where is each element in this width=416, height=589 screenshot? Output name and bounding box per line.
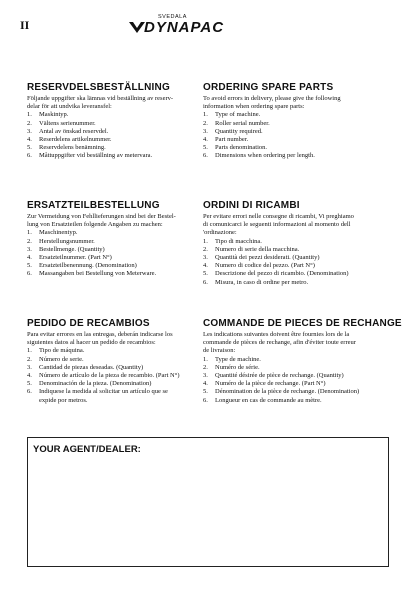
list-item: 2. Numéro de série. — [203, 363, 260, 371]
dealer-label: YOUR AGENT/DEALER: — [33, 444, 141, 455]
list-item: 4. Part number. — [203, 136, 249, 144]
list-item: 5. Denominación de la pieza. (Denomination) — [27, 380, 152, 388]
list-item: 5. Reservdelens benämning. — [27, 144, 106, 152]
section-title: ERSATZTEILBESTELLUNG — [27, 200, 160, 211]
section-list — [203, 356, 393, 405]
section-italian — [203, 200, 393, 287]
list-item: 3. Quantità dei pezzi desiderati. (Quantity) — [203, 254, 320, 262]
logo-brand-text: DYNAPAC — [144, 19, 225, 36]
list-item: 6. Misura, in caso di ordine per metro. — [203, 278, 309, 286]
list-item: 3. Bestellmenge. (Quantity) — [27, 245, 105, 253]
section-list — [27, 111, 207, 160]
section-title: COMMANDE DE PIECES DE RECHANGE — [203, 318, 402, 329]
list-item: 4. Numéro de la pièce de rechange. (Part N°) — [203, 380, 326, 388]
list-item: 5. Descrizione del pezzo di ricambio. (Denomination) — [203, 270, 349, 278]
section-title: ORDINI DI RICAMBI — [203, 200, 300, 211]
list-item: 1. Tipo de máquina. — [27, 347, 85, 355]
logo-small-text: SVEDALA — [158, 14, 187, 20]
list-item: 6. Måttuppgifter vid beställning av metervara. — [27, 152, 153, 160]
list-item: 6. Longueur en cas de commande au mètre. — [203, 396, 322, 404]
list-item: 1. Type of machine. — [203, 111, 261, 119]
list-item: 2. Numero di serie della macchina. — [203, 245, 300, 253]
list-item: 4. Reserdelens artikelnummer. — [27, 136, 112, 144]
section-title: PEDIDO DE RECAMBIOS — [27, 318, 150, 329]
list-item: 5. Parts denomination. — [203, 144, 267, 152]
dynapac-logo — [128, 14, 268, 48]
section-intro: Zur Vermeidung von Fehllieferungen sind bei der Bestel- lung von Ersatzteilen folgende Angaben zu machen: — [27, 213, 176, 229]
list-item: 2. Herstellungsnummer. — [27, 237, 95, 245]
section-english — [203, 82, 393, 161]
section-list — [203, 111, 393, 160]
list-item: 4. Numero di codice del pezzo. (Part N°) — [203, 262, 315, 270]
section-list — [27, 347, 207, 404]
list-item: 2. Roller serial number. — [203, 119, 270, 127]
section-intro: Para evitar errores en las entregas, deberán indicarse los siguientes datos al hacer un pedido de recambios: — [27, 331, 173, 347]
list-item: 6. Indiquese la medida al solicitar un artículo que se expide por metros. — [27, 388, 168, 404]
section-french — [203, 318, 402, 405]
section-intro: Följande uppgifter ska lämnas vid beställning av reserv- delar för att undvika leveransfel: — [27, 95, 174, 111]
list-item: 4. Número de artículo de la pieza de recambio. (Part N°) — [27, 372, 180, 380]
section-list — [27, 229, 207, 278]
list-item: 3. Antal av önskad reservdel. — [27, 127, 109, 135]
list-item: 3. Quantité désirée de pièce de rechange. (Quantity) — [203, 372, 344, 380]
section-intro: Les indications suivantes doivent être fournies lors de la commande de pièces de rechange, afin d'éviter toute erreur de livraison: — [203, 331, 356, 355]
list-item: 4. Ersatzteilnummer. (Part N°) — [27, 254, 112, 262]
list-item: 5. Ersatzteilbenennung. (Denomination) — [27, 262, 137, 270]
list-item: 2. Vältens serienummer. — [27, 119, 96, 127]
list-item: 1. Maschinentyp. — [27, 229, 78, 237]
list-item: 6. Dimensions when ordering per length. — [203, 152, 315, 160]
list-item: 5. Dénomination de la pièce de rechange. (Denomination) — [203, 388, 360, 396]
dealer-box — [27, 437, 389, 567]
list-item: 1. Maskintyp. — [27, 111, 69, 119]
section-swedish — [27, 82, 207, 161]
section-intro: Per evitare errori nelle consegne di ricambi, Vi preghiamo di comunicarci le seguenti informazioni al momento dell 'ordinazione: — [203, 213, 354, 237]
section-title: ORDERING SPARE PARTS — [203, 82, 334, 93]
list-item: 1. Tipo di macchina. — [203, 237, 262, 245]
page-number: II — [20, 18, 30, 32]
section-list — [203, 238, 393, 287]
list-item: 1. Type de machine. — [203, 355, 261, 363]
section-title: RESERVDELSBESTÄLLNING — [27, 82, 170, 93]
section-german — [27, 200, 207, 279]
list-item: 3. Cantidad de piezas deseadas. (Quantity) — [27, 363, 144, 371]
list-item: 6. Massangaben bei Bestellung von Meterware. — [27, 270, 157, 278]
section-intro: To avoid errors in delivery, please give the following information when ordering spare parts: — [203, 95, 341, 111]
section-spanish — [27, 318, 207, 405]
list-item: 2. Número de serie. — [27, 355, 84, 363]
list-item: 3. Quantity required. — [203, 127, 263, 135]
